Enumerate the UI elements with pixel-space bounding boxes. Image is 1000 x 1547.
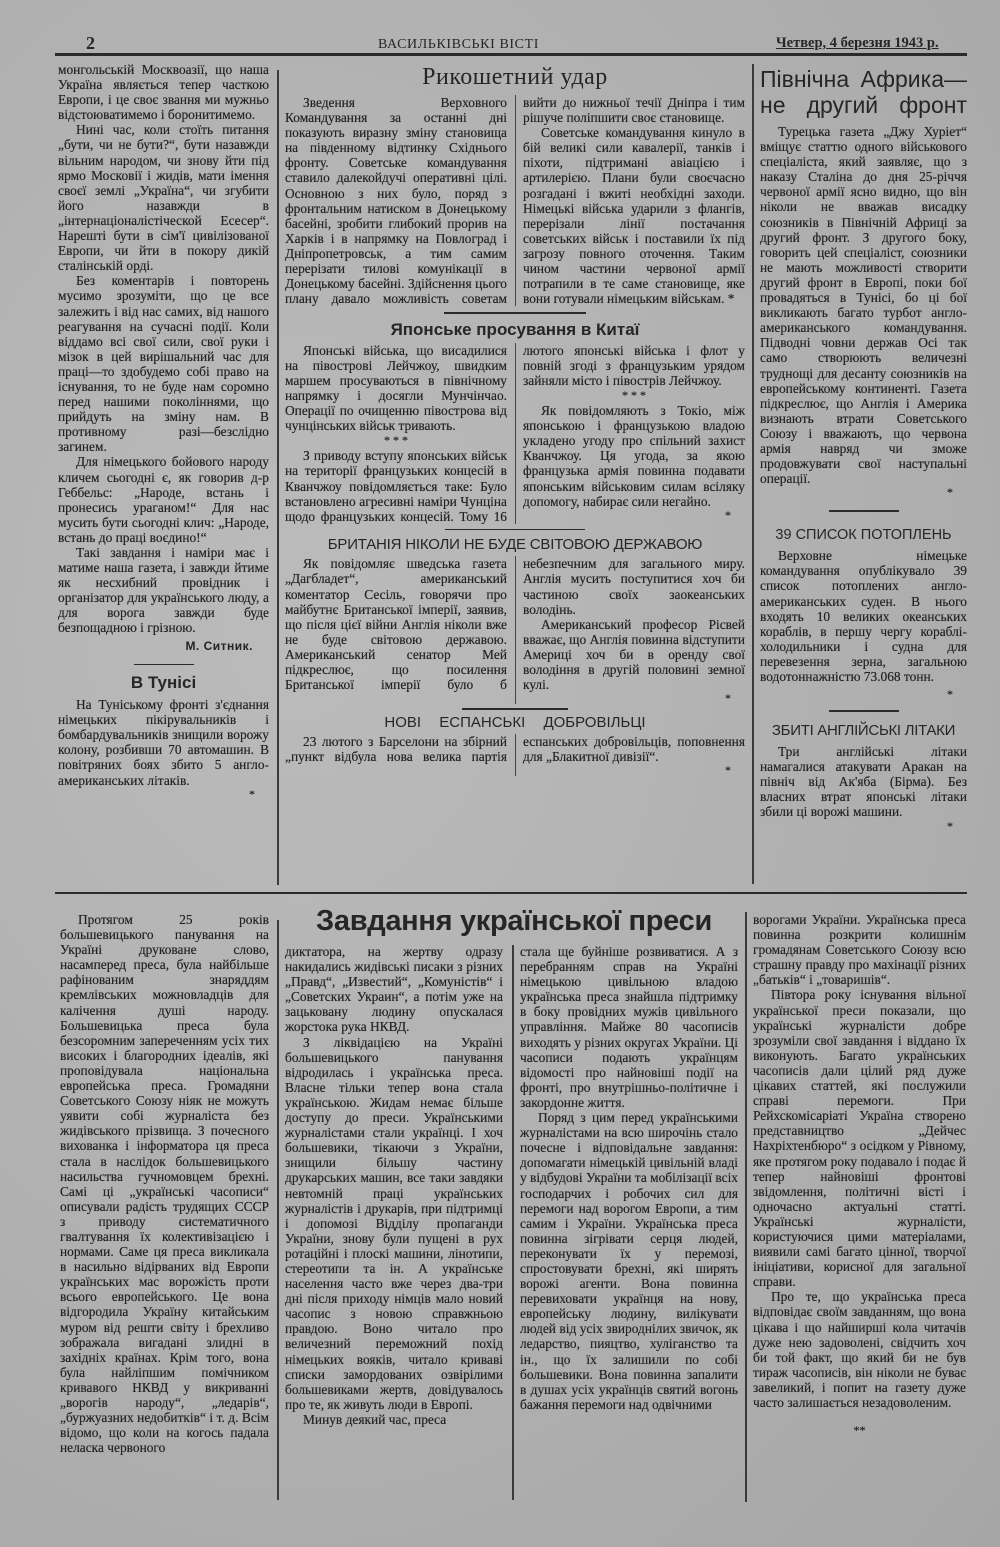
japan-article <box>285 343 745 524</box>
north-africa-article <box>760 124 967 498</box>
section-divider <box>445 529 585 531</box>
section-divider <box>134 664 194 666</box>
paragraph: Такі завдання і наміри має і матиме наша газета, і завжди йтиме як несхибний провідник і організатор для українського люду, а для ворога завжди буде безпощадною і грізною. <box>58 545 269 636</box>
paragraph: Японські війська, що висадилися на півострові Лейчжоу, швидким маршем просуваються в північному напрямку і досягли Мунчінчао. Операції по очищенню півострова від чунцінських військ тривають. <box>285 342 507 434</box>
press-headline: Завдання української преси <box>316 905 712 937</box>
paragraph: Поряд з цим перед українськими журналістами на всю широчінь стало почесне і відповідальне завдання: допомагати німецькій цивільній владі у відбудові України та мобілізації всіх господарчих і робочих сил для перемоги над ворогом Европи, а тим самим і України. Українська преса повинна зігрівати серця людей, переконувати їх у перемозі, спростовувати брехні, які ширять ворожі агенти. Вона повинна перевиховати українця на нову, европейську людину, вилікувати людей від усіх звироднілих звичок, як ледарство, пияцтво, хуліганство та ін., що їх залишили по собі большевики. Вона повинна запалити в душах усіх українців святий вогонь бажання перемоги над одвічними <box>520 1110 739 1412</box>
tunisia-article <box>58 697 269 800</box>
paragraph: ворогами України. Українська преса повинна розкрити колишнім громадянам Советського Союзу всю страшну правду про махінації різних „батьків“ і „товаришів“. <box>753 912 966 988</box>
paragraph: стала ще буйніше розвиватися. А з перебранням справ на Україні німецькою цивільною владою українська преса знайшла підтримку в боку провідних мужів цивільного управління. Майже 80 часописів виходять у різних округах України. Ці часописи подають українцям відомості про найновіші події на фронті, про внутрішньо-політичне і закордонне життя. <box>520 944 738 1110</box>
masthead-rule <box>55 53 967 56</box>
paragraph: диктатора, на жертву одразу накидались жидівські писаки з різних „Правд“, „Известий“, „Комуністів“ і „Советских Украин“, а потім уже на зацьковану людину опускалася жорстока рука НКВД. <box>285 944 503 1035</box>
separator-asterisks: * * * <box>622 388 646 403</box>
press-column-4 <box>753 912 966 1438</box>
editorial-article <box>58 62 269 636</box>
north-africa-headline: Північна Африка— не другий фронт <box>760 66 967 118</box>
right-column <box>760 66 967 832</box>
paragraph: Американський професор Рісвей вважає, що Англія повинна відступити Америці хоч би в оренду свої володіння в другій половині земної кулі. <box>523 616 745 693</box>
end-mark: * <box>725 762 731 777</box>
section-divider <box>444 312 586 314</box>
britain-headline: БРИТАНІЯ НІКОЛИ НЕ БУДЕ СВІТОВОЮ ДЕРЖАВОЮ <box>327 536 703 554</box>
paragraph: Зведення Верховного Командування за останні дні показують виразну зміну становища на південному відтинку Східнього фронту. Советське командування ставило далекойдучі оперативні цілі. Основною з них було, поряд з фронтальним натиском в Донецькому басейні, зробити глибокий прорив на Харків і в напрямку на Повлоград і Дніпропетровськ, а тим самим перерізати тилові комунікації в Донецькому басейні. Здійснення цього плану давало можливість советам вийти до нижньої течії Дніпра і тим рішуче поліпшити своє становище. <box>285 95 745 307</box>
paragraph: З ліквідацією на Україні большевицького панування відродилась і українська преса. Власне тільки тепер вона стала українською. Жидам немає більше доступу до преси. Українськими журналістами стали українці. І хоч большевики, тікаючи з України, знищили більшу частину друкарських машин, все таки завдяки невтомній праці українських журналістів і друкарів, при підтримці і допомозі Відділу пропаганди України, знову були пущені в рух ротаційні і плоскі машини, лінотипи, стереотипи та ін. А українське населення часто вже через два-три дні після приходу німців мало новий часопис з новою справжньою правдою. Воно читало про величезний переможний похід німецьких вояків, читало криваві списки замордованих озвірілими большевиками жертв, довідувалось про те, як живуть люди в Европі. <box>285 1034 503 1412</box>
paragraph: Для німецького бойового народу кличем сьогодні є, як говорив д-р Геббельс: „Народе, встань і пронесись ураганом!“ Для нас мусить бути сьогодні клич: „Народе, встань до праці воєдино!“ <box>58 454 269 545</box>
planes-headline: ЗБИТІ АНГЛІЙСЬКІ ЛІТАКИ <box>771 722 956 740</box>
paragraph: З приводу вступу японських військ на території французьких концесій в Кванчжоу повідомляється таке: Було встановлено агресивні наміри Чунціна щодо французьких концесій. Тому 16 лютого японські війська і флот у повній згоді з французьким урядом зайняли місто і півострів Лейчжоу. <box>285 342 745 524</box>
paragraph: Як повідомляють з Токіо, між японською і французькою владою укладено угоду про спільний захист Кванчжоу. Ця угода, за якою французька армія повинна подавати японським військовим силам всіляку допомогу, набирає сили негайно. <box>523 403 745 509</box>
paragraph: Турецька газета „Джу Хуріет“ вміщує статтю одного військового спеціаліста, який заявляє, що з наказу Сталіна до дня 25-річчя червоної армії ясно видно, що він ніколи не вважав висадку союзників в Північній Африці за другий фронт. З другого боку, говорить цей спеціаліст, союзники не мають можливості створити другий фронт в Европі, поки бої провадяться в Тунісі, бо ці бої викликають багато турбот англо-американського командування. Підводні човни держав Осі так само створюють величезні труднощі для десанту союзників на европейському континенті. Газета підкреслює, що Англія і Америка визнають втрати Советського Союзу і вважають, що червона армія навряд чи зможе продовжувати свої наступальні операції. <box>760 124 967 487</box>
press-column-1 <box>60 912 269 1455</box>
sunk-list-article <box>760 548 967 700</box>
press-column-2 <box>285 944 503 1427</box>
end-mark: ** <box>853 1423 866 1438</box>
paragraph: Півтора року існування вільної української преси показали, що українські журналісти добре зрозуміли свої завдання і віддано їх виконують. Багато українських часописів дали цілий ряд дуже цікавих статтей, які послужили справі перемоги. При Рейхскомісаріаті Україна створено представництво „Дейчес Нахріхтенбюро“ з осідком у Рівному, яке протягом року подавало і подає й тепер найновіші фронтові звідомлення, політичні вісті і одночасно актуальні статті. Українські журналісти, користуючися цими матеріалами, виявили самі багато цінної, творчої ініціативи, корисної для загальної справи. <box>753 987 966 1290</box>
middle-column <box>285 62 745 776</box>
column-rule <box>752 64 754 884</box>
end-mark: * <box>725 507 731 522</box>
section-divider <box>829 710 899 712</box>
issue-date: Четвер, 4 березня 1943 р. <box>776 35 939 51</box>
column-rule <box>745 912 747 1502</box>
sunk-list-headline: 39 СПИСОК ПОТОПЛЕНЬ <box>775 527 952 544</box>
paragraph: Минув деякий час, преса <box>303 1411 447 1427</box>
spain-article <box>285 734 745 776</box>
left-column <box>58 62 269 800</box>
paragraph: монгольській Москвоазії, що наша Україна являється тепер часткою Европи, і це своє звання ми мужньо відстоюватимемо і боронитимемо. <box>58 62 269 123</box>
japan-headline: Японське просування в Китаї <box>390 319 640 339</box>
ricochet-article <box>285 95 745 306</box>
separator-asterisks: * * * <box>384 433 408 448</box>
column-rule <box>277 70 279 885</box>
column-rule <box>512 945 514 1500</box>
paragraph: Як повідомляє шведська газета „Дагбладет“, американський коментатор Сесіль, говорячи про майбутнє Британської імперії, заявив, що після цієї війни Англія ніколи вже не буде світовою державою. Американський сенатор Мей підкреслює, що посилення Британської імперії було б небезпечним для загального миру. Англія мусить поступитися хоч би частиною своїх заокеанських володінь. <box>285 556 745 693</box>
end-mark: * <box>947 485 953 500</box>
end-mark: * <box>249 786 255 801</box>
section-rule <box>55 892 967 894</box>
column-rule <box>277 920 279 1500</box>
paragraph: На Туніському фронті з'єднання німецьких пікірувальників і бомбардувальників знищили ворожу колону, розбивши 70 автомашин. В повітряних боях збито 5 англо-американських літаків. <box>58 697 269 788</box>
section-divider <box>829 510 899 512</box>
paragraph: Без коментарів і повторень мусимо зрозуміти, що це все залежить і від нас самих, від нашого реагування на сучасні події. Коли віддамо всі свої сили, свої руки і мізок в цей вирішальний час для праці—то здобудемо собі право на існування, то не буде нам соромно перед нашими поколіннями, що прийдуть на зміну нам. В противному разі—безслідно загинем. <box>58 273 269 455</box>
paragraph: Верховне німецьке командування опублікувало 39 список потоплених англо-американських суден. В нього входять 10 великих океанських кораблів, в першу чергу кораблі-холодильники і судна для перевезення зерна, загальною водотоннажністю 73.068 тонн. <box>760 548 967 684</box>
paragraph: Советське командування кинуло в бій великі сили кавалерії, танків і піхоти, підтримані авіацією і артилерією. Плани були своєчасно розгадані і вжиті необхідні заходи. Німецькі війська ударили з флангів, перерізали лінії постачання советських військ і поставили їх під загрозу повного оточення. Таким чином частини червоної армії потрапили в те саме становище, яке вони готували німецьким військам. * <box>523 125 745 307</box>
page-number: 2 <box>86 33 95 53</box>
paragraph: 23 лютого з Барселони на збірний „пункт відбула нова велика партія еспанських добровільців, поповнення для „Блакитної дивізії“. <box>285 733 745 764</box>
planes-article <box>760 744 967 831</box>
paragraph: Протягом 25 років большевицького панування на Україні друковане слово, насамперед преса, була найбільше рафінованим знаряддям кремлівських можновладців для калічення душі народу. Большевицька преса була безсоромним запереченням усіх тих високих і благородних ідеалів, які проповідувала національна европейська преса. Громадяни Советського Союзу ніяк не можуть уявити собі журналіста без жидівського прізвища. З почесного вихованка і інформатора ця преса стала в наслідок большевицького насильства гучномовцем брехні. Самі ці „українські часописи“ описували радість трудящих СССР з приводу систематичного гвалтування їх колективізацією і нормами. Саме ця преса викликала в насильно відірваних від Европи українських мас ворожість проти всього европейського. Це вона відгородила Україну китайським муром від решти світу і брехливо зображала вигадані злидні в західніх країнах. Крім того, вона була найліпшим помічником кривавого НКВД у викриванні „ворогів народу“, „ледарів“, „буржуазних недобитків“ і т. д. Всім відомо, що коли на когось падала неласка червоного <box>60 912 269 1456</box>
section-divider <box>462 708 568 710</box>
end-mark: * <box>725 691 731 706</box>
end-mark: * <box>947 818 953 833</box>
paragraph: Нині час, коли стоїть питання „бути, чи не бути?“, бути назавжди вільним народом, чи знову йти під ярмо Московії і жидів, мати імення своєї землі „Україна“, чи згубити його назавжди в „інтернаціоналістіческой Есесер“. Нарешті бути в сім'ї цивілізованої Европи, чи йти в покору дикій сталінській орді. <box>58 122 269 274</box>
spain-headline: НОВІ ЕСПАНСЬКІ ДОБРОВІЛЬЦІ <box>384 713 646 731</box>
newspaper-title: ВАСИЛЬКІВСЬКІ ВІСТІ <box>378 37 540 52</box>
ricochet-headline: Рикошетний удар <box>422 64 608 90</box>
editorial-signature: М. Ситник. <box>185 638 253 653</box>
paragraph: Про те, що українська преса відповідає своїм завданням, що вона цікава і що найширші кола читачів дуже нею задоволені, свідчить хоч би той факт, що який би не був тираж часописів, він ніколи не буває завеликий, і попит на газету дуже часто залишається незадоволеним. <box>753 1289 966 1410</box>
tunisia-headline: В Тунісі <box>130 673 197 693</box>
end-mark: * <box>947 687 953 702</box>
press-column-3 <box>520 944 738 1412</box>
paragraph: Три англійські літаки намагалися атакувати Аракан на північ від Ак'яба (Бірма). Без власних втрат японські літаки збили ці ворожі машини. <box>760 744 967 820</box>
britain-article <box>285 556 745 704</box>
